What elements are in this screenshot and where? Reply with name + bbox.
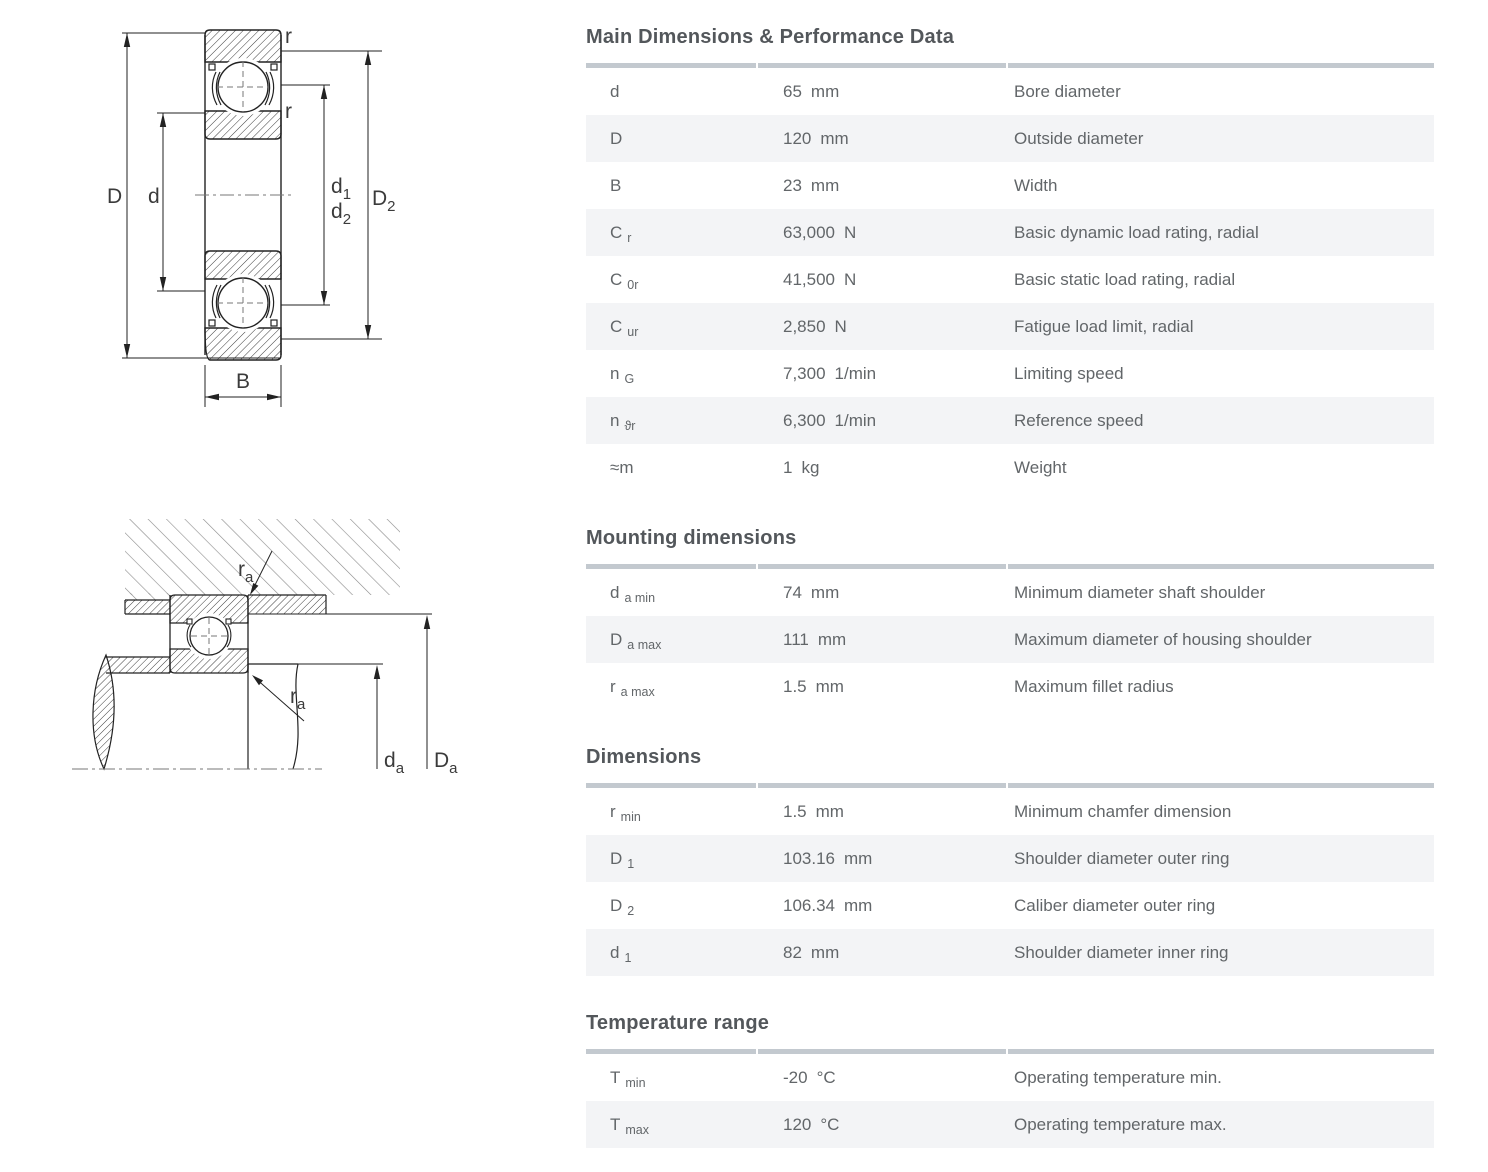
table-row	[586, 569, 1434, 616]
description-cell: Basic dynamic load rating, radial	[1014, 222, 1259, 242]
table-row	[586, 882, 1434, 929]
table-row	[586, 788, 1434, 835]
symbol-cell	[586, 677, 758, 697]
symbol-cell	[586, 1068, 758, 1088]
table-row	[586, 209, 1434, 256]
table-row	[586, 1101, 1434, 1148]
symbol: T	[610, 1114, 621, 1134]
symbol-subscript: 1	[627, 856, 635, 871]
unit: kg	[801, 457, 820, 477]
table-row	[586, 929, 1434, 976]
symbol: n	[610, 410, 620, 430]
table-row	[586, 616, 1434, 663]
description-cell: Width	[1014, 175, 1058, 195]
unit: N	[844, 269, 857, 289]
symbol-cell	[586, 82, 758, 102]
symbol-cell	[586, 849, 758, 869]
description-cell: Minimum diameter shaft shoulder	[1014, 582, 1266, 602]
value: 2,850	[783, 316, 826, 336]
value-cell	[758, 802, 1008, 822]
symbol: C	[610, 269, 623, 289]
value-cell	[758, 630, 1008, 650]
value: 106.34	[783, 895, 835, 915]
description-cell: Limiting speed	[1014, 363, 1124, 383]
spec-content	[586, 0, 1434, 1148]
value-cell	[758, 176, 1008, 196]
value: 1.5	[783, 676, 807, 696]
spec-table	[586, 68, 1434, 491]
value: 82	[783, 942, 802, 962]
value: 103.16	[783, 848, 835, 868]
symbol-cell	[586, 129, 758, 149]
symbol-cell	[586, 458, 758, 478]
value: 1	[783, 457, 793, 477]
symbol-cell	[586, 223, 758, 243]
symbol: T	[610, 1067, 621, 1087]
value-cell	[758, 583, 1008, 603]
symbol-cell	[586, 364, 758, 384]
bearing-section	[170, 595, 248, 673]
symbol-subscript: a max	[627, 637, 662, 652]
section-title: Main Dimensions & Performance Data	[586, 26, 955, 48]
dim-label-D2: $D_2$	[372, 187, 396, 215]
dim-label-d: d	[148, 185, 160, 208]
description-cell: Weight	[1014, 457, 1067, 477]
dim-label-Da: $D_a$	[434, 749, 458, 777]
value: 6,300	[783, 410, 826, 430]
housing-section	[125, 519, 400, 614]
symbol: D	[610, 128, 623, 148]
spec-section	[586, 746, 1434, 976]
table-row	[586, 68, 1434, 115]
section-title: Temperature range	[586, 1012, 770, 1034]
value-cell	[758, 223, 1008, 243]
symbol: C	[610, 316, 623, 336]
dim-label-r-top: r	[285, 25, 292, 48]
spec-section	[586, 527, 1434, 710]
dim-label-d1: $d_1$	[331, 175, 352, 203]
value-cell	[758, 458, 1008, 478]
unit: mm	[820, 128, 849, 148]
description-cell: Reference speed	[1014, 410, 1144, 430]
unit: mm	[810, 81, 840, 101]
symbol-subscript: a max	[620, 684, 655, 699]
symbol-cell	[586, 896, 758, 916]
symbol-subscript: min	[620, 809, 641, 824]
dim-label-d2: $d_2$	[331, 200, 352, 228]
symbol-subscript: a min	[624, 590, 656, 605]
unit: °C	[816, 1067, 836, 1087]
symbol-cell	[586, 583, 758, 603]
table-row	[586, 256, 1434, 303]
table-row	[586, 115, 1434, 162]
dim-label-ra-top: $r_a$	[238, 558, 254, 586]
description-cell: Outside diameter	[1014, 128, 1144, 148]
value: 41,500	[783, 269, 835, 289]
symbol-subscript: 1	[624, 950, 632, 965]
unit: mm	[844, 848, 873, 868]
symbol: n	[610, 363, 620, 383]
table-row	[586, 835, 1434, 882]
value: 65	[783, 81, 802, 101]
symbol-subscript: r	[627, 230, 632, 245]
bearing-mounting-drawing	[60, 505, 480, 795]
symbol: D	[610, 895, 623, 915]
table-row	[586, 350, 1434, 397]
description-cell: Shoulder diameter inner ring	[1014, 942, 1229, 962]
spec-table	[586, 788, 1434, 976]
spec-section	[586, 26, 1434, 491]
value: 23	[783, 175, 802, 195]
value-cell	[758, 317, 1008, 337]
dim-label-da: $d_a$	[384, 749, 405, 777]
description-cell: Maximum diameter of housing shoulder	[1014, 629, 1312, 649]
table-row	[586, 397, 1434, 444]
symbol: d	[610, 582, 620, 602]
description-cell: Operating temperature max.	[1014, 1114, 1227, 1134]
unit: °C	[820, 1114, 840, 1134]
description-cell: Maximum fillet radius	[1014, 676, 1174, 696]
value-cell	[758, 129, 1008, 149]
description-cell: Caliber diameter outer ring	[1014, 895, 1216, 915]
symbol: B	[610, 175, 622, 195]
table-row	[586, 303, 1434, 350]
symbol-cell	[586, 176, 758, 196]
dim-label-B: B	[236, 370, 251, 393]
value-cell	[758, 849, 1008, 869]
symbol-cell	[586, 270, 758, 290]
symbol: C	[610, 222, 623, 242]
table-row	[586, 444, 1434, 491]
symbol: r	[610, 801, 616, 821]
unit: mm	[817, 629, 847, 649]
symbol: r	[610, 676, 616, 696]
symbol-subscript: ur	[627, 324, 639, 339]
description-cell: Fatigue load limit, radial	[1014, 316, 1194, 336]
table-top-border	[586, 63, 1434, 68]
symbol-subscript: ϑr	[624, 418, 636, 433]
unit: 1/min	[834, 363, 877, 383]
spec-table	[586, 569, 1434, 710]
dim-label-r-inner: r	[285, 100, 292, 123]
unit: N	[844, 222, 857, 242]
section-title: Mounting dimensions	[586, 527, 797, 549]
symbol: D	[610, 629, 623, 649]
symbol-cell	[586, 1115, 758, 1135]
dim-label-ra-bottom: $r_a$	[290, 685, 306, 713]
description-cell: Operating temperature min.	[1014, 1067, 1222, 1087]
symbol-cell	[586, 943, 758, 963]
description-cell: Basic static load rating, radial	[1014, 269, 1236, 289]
symbol-subscript: 2	[627, 903, 635, 918]
value: 111	[783, 629, 809, 649]
value: 7,300	[783, 363, 826, 383]
table-top-border	[586, 783, 1434, 788]
value: 120	[783, 1114, 812, 1134]
dim-label-D: D	[107, 185, 123, 208]
symbol: d	[610, 81, 620, 101]
value-cell	[758, 270, 1008, 290]
symbol-subscript: 0r	[627, 277, 639, 292]
value-cell	[758, 943, 1008, 963]
value-cell	[758, 1115, 1008, 1135]
description-cell: Bore diameter	[1014, 81, 1121, 101]
value-cell	[758, 677, 1008, 697]
value: 1.5	[783, 801, 807, 821]
symbol: ≈m	[610, 457, 634, 477]
value: 63,000	[783, 222, 835, 242]
unit: mm	[810, 175, 840, 195]
section-title: Dimensions	[586, 746, 702, 768]
description-cell: Minimum chamfer dimension	[1014, 801, 1232, 821]
symbol: d	[610, 942, 620, 962]
value-cell	[758, 364, 1008, 384]
symbol-cell	[586, 630, 758, 650]
unit: mm	[810, 942, 840, 962]
value-cell	[758, 82, 1008, 102]
unit: mm	[844, 895, 873, 915]
table-row	[586, 1054, 1434, 1101]
description-cell: Shoulder diameter outer ring	[1014, 848, 1230, 868]
unit: mm	[815, 801, 844, 821]
unit: N	[834, 316, 847, 336]
centerlines	[195, 61, 291, 329]
value-cell	[758, 411, 1008, 431]
symbol: D	[610, 848, 623, 868]
symbol-subscript: max	[625, 1122, 650, 1137]
unit: 1/min	[834, 410, 877, 430]
symbol-cell	[586, 411, 758, 431]
symbol-cell	[586, 802, 758, 822]
unit: mm	[810, 582, 840, 602]
symbol-subscript: G	[624, 371, 635, 386]
shaft-shoulder-section	[93, 655, 170, 769]
table-row	[586, 162, 1434, 209]
unit: mm	[815, 676, 844, 696]
symbol-subscript: min	[625, 1075, 646, 1090]
symbol-cell	[586, 317, 758, 337]
spec-table	[586, 1054, 1434, 1148]
bearing-cross-section-drawing	[85, 25, 485, 420]
table-top-border	[586, 1049, 1434, 1054]
value: 120	[783, 128, 812, 148]
value-cell	[758, 1068, 1008, 1088]
value-cell	[758, 896, 1008, 916]
table-row	[586, 663, 1434, 710]
spec-section	[586, 1012, 1434, 1148]
value: 74	[783, 582, 802, 602]
value: -20	[783, 1067, 808, 1087]
table-top-border	[586, 564, 1434, 569]
